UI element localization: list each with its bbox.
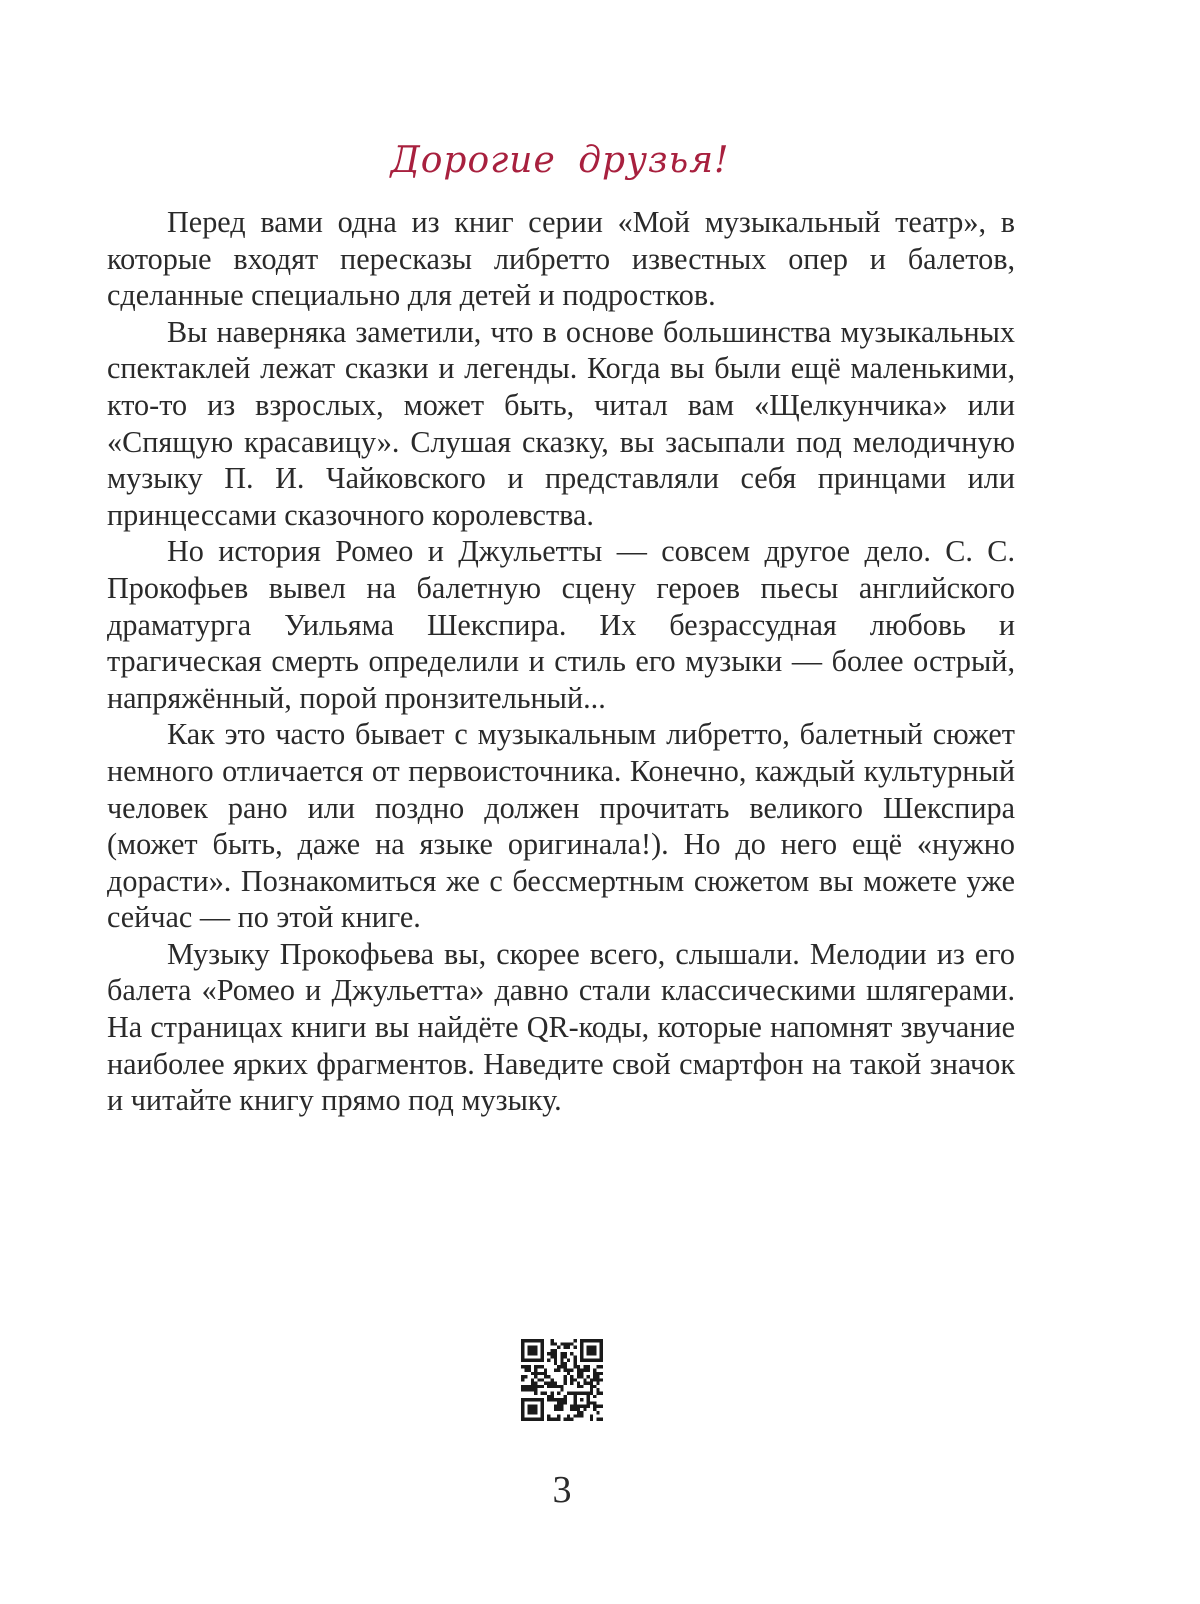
- paragraph: Музыку Прокофьева вы, скорее всего, слышали. Мелодии из его балета «Ромео и Джульетта» давно стали классическими шлягерами. На страницах книги вы найдёте QR-коды, которые напомнят звучание наиболее ярких фрагментов. Наведите свой смартфон на такой значок и читайте книгу прямо под музыку.: [107, 936, 1015, 1118]
- paragraph: Но история Ромео и Джульетты — совсем другое дело. С. С. Прокофьев вывел на балетную сцену героев пьесы английского драматурга Уильяма Шекспира. Их безрассудная любовь и трагическая смерть определили и стиль его музыки — более острый, напряжённый, порой пронзительный...: [107, 534, 1015, 715]
- qr-code-icon[interactable]: [521, 1339, 603, 1421]
- page-number: 3: [552, 1469, 572, 1511]
- body-text: [107, 204, 1015, 1119]
- paragraph: Вы наверняка заметили, что в основе большинства музыкальных спектаклей лежат сказки и легенды. Когда вы были ещё маленькими, кто-то из взрослых, может быть, читал вам «Щелкунчика» или «Спящую красавицу». Слушая сказку, вы засыпали под мелодичную музыку П. И. Чайковского и представляли себя принцами или принцессами сказочного королевства.: [107, 314, 1015, 532]
- paragraph: Перед вами одна из книг серии «Мой музыкальный театр», в которые входят пересказы либретто известных опер и балетов, сделанные специально для детей и подростков.: [107, 205, 1015, 313]
- page-title: Дорогие друзья!: [390, 140, 730, 181]
- paragraph: Как это часто бывает с музыкальным либретто, балетный сюжет немного отличается от первоисточника. Конечно, каждый культурный человек рано или поздно должен прочитать великого Шекспира (может быть, даже на языке оригинала!). Но до него ещё «нужно дорасти». Познакомиться же с бессмертным сюжетом вы можете уже сейчас — по этой книге.: [107, 717, 1015, 935]
